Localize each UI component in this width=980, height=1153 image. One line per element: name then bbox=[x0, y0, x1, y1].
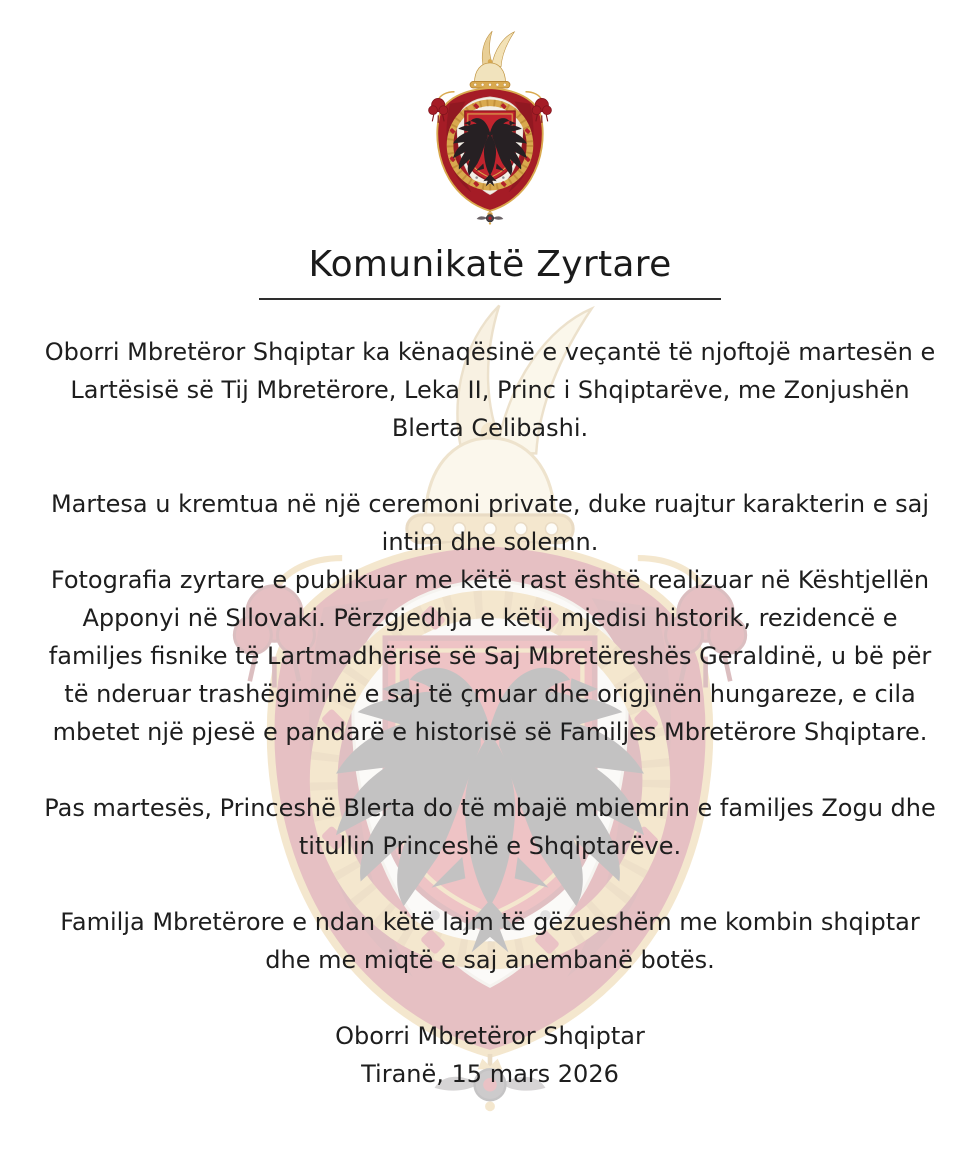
royal-coat-of-arms-icon bbox=[416, 28, 564, 228]
signature-block bbox=[37, 1017, 943, 1093]
paragraph-announcement: Oborri Mbretëror Shqiptar ka kënaqësinë e veçantë të njoftojë martesën e Lartësisë së Tij Mbretërore, Leka II, Princ i Shqiptarëve, me Zonjushën Blerta Celibashi. bbox=[44, 338, 936, 442]
communique-content bbox=[0, 28, 980, 1093]
paragraph-photo-location: Fotografia zyrtare e publikuar me këtë rast është realizuar në Kështjellën Apponyi në Sllovaki. Përzgjedhja e këtij mjedisi historik, rezidencë e familjes fisnike të Lartmadhërisë së Saj Mbretëreshës Geraldinë, u bë për të nderuar trashëgiminë e saj të çmuar dhe origjinën hungareze, e cila mbetet një pjesë e pandarë e historisë së Familjes Mbretërore Shqiptare. bbox=[48, 566, 932, 746]
paragraph-ceremony: Martesa u kremtua në një ceremoni private, duke ruajtur karakterin e saj intim dhe solemn. bbox=[50, 490, 930, 556]
signature-date-line: Tiranë, 15 mars 2026 bbox=[361, 1060, 619, 1088]
paragraph-sharing-news: Familja Mbretërore e ndan këtë lajm të gëzueshëm me kombin shqiptar dhe me miqtë e saj anembanë botës. bbox=[60, 908, 920, 974]
communique-title: Komunikatë Zyrtare bbox=[308, 244, 672, 285]
paragraph-title-of-princess: Pas martesës, Princeshë Blerta do të mbajë mbiemrin e familjes Zogu dhe titullin Princeshë e Shqiptarëve. bbox=[44, 794, 936, 860]
signature-court-line: Oborri Mbretëror Shqiptar bbox=[335, 1022, 645, 1050]
communique-body bbox=[37, 333, 943, 1093]
title-underline bbox=[259, 298, 721, 300]
